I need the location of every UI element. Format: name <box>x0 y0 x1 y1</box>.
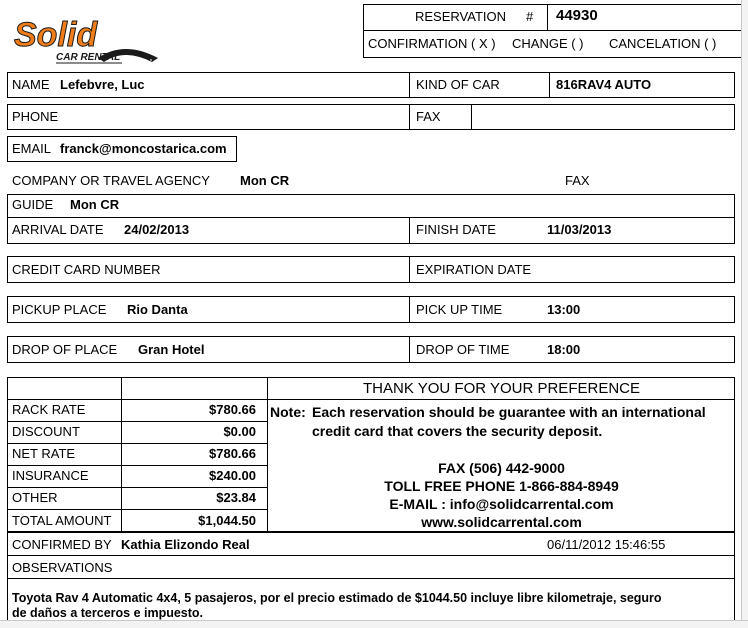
rate-label: DISCOUNT <box>12 424 80 439</box>
contact-fax: FAX (506) 442-9000 <box>438 460 565 476</box>
drop-time-label: DROP OF TIME <box>416 342 510 357</box>
rate-value: $23.84 <box>216 490 256 505</box>
rate-value: $780.66 <box>209 402 256 417</box>
rate-label: RACK RATE <box>12 402 86 417</box>
note-line-2: credit card that covers the security deposit. <box>312 423 603 439</box>
rate-value: $1,044.50 <box>198 513 256 528</box>
confirmation-timestamp: 06/11/2012 15:46:55 <box>547 537 666 552</box>
logo-brand: Solid <box>14 16 98 54</box>
finish-date-label: FINISH DATE <box>416 222 496 237</box>
name-label: NAME <box>12 77 50 92</box>
observations-label: OBSERVATIONS <box>12 560 113 575</box>
arrival-date-label: ARRIVAL DATE <box>12 222 104 237</box>
drop-place-value: Gran Hotel <box>138 342 205 357</box>
logo-graphic <box>12 10 160 68</box>
confirmed-by-value: Kathia Elizondo Real <box>121 537 250 552</box>
rate-label: TOTAL AMOUNT <box>12 513 112 528</box>
credit-card-label: CREDIT CARD NUMBER <box>12 262 161 277</box>
company-fax-label: FAX <box>565 173 590 188</box>
thank-you-heading: THANK YOU FOR YOUR PREFERENCE <box>363 380 640 397</box>
observation-line-1: Toyota Rav 4 Automatic 4x4, 5 pasajeros, por el precio estimado de $1044.50 incluye libre kilometraje, seguro <box>12 591 662 605</box>
company-label: COMPANY OR TRAVEL AGENCY <box>12 173 210 188</box>
kind-of-car-value: 816RAV4 AUTO <box>556 77 652 92</box>
reservation-label: RESERVATION <box>415 9 507 24</box>
contact-email: E-MAIL : info@solidcarrental.com <box>389 496 614 512</box>
guide-value: Mon CR <box>70 197 120 212</box>
kind-of-car-label: KIND OF CAR <box>416 77 500 92</box>
phone-label: PHONE <box>12 109 59 124</box>
rate-value: $0.00 <box>223 424 256 439</box>
pickup-time-value: 13:00 <box>547 302 581 317</box>
rate-value: $240.00 <box>209 468 256 483</box>
note-label: Note: <box>270 404 306 420</box>
note-line-1: Each reservation should be guarantee with an international <box>312 404 706 420</box>
cancelation-status: CANCELATION ( ) <box>609 36 717 51</box>
phone-row <box>7 104 735 130</box>
observation-line-2: de daños a terceros e impuesto. <box>12 606 204 620</box>
contact-website: www.solidcarrental.com <box>421 514 582 530</box>
pickup-row <box>7 296 735 323</box>
reservation-number: 44930 <box>556 7 598 24</box>
confirmation-status: CONFIRMATION ( X ) <box>368 36 496 51</box>
company-logo <box>12 10 160 68</box>
pickup-place-label: PICKUP PLACE <box>12 302 107 317</box>
logo-subtitle: CAR RENTAL <box>56 52 121 63</box>
drop-time-value: 18:00 <box>547 342 581 357</box>
confirmed-by-label: CONFIRMED BY <box>12 537 112 552</box>
rate-value: $780.66 <box>209 446 256 461</box>
name-value: Lefebvre, Luc <box>60 77 145 92</box>
expiration-date-label: EXPIRATION DATE <box>416 262 532 277</box>
reservation-hash: # <box>526 9 534 24</box>
fax-label: FAX <box>416 109 441 124</box>
change-status: CHANGE ( ) <box>512 36 584 51</box>
finish-date-value: 11/03/2013 <box>547 222 612 237</box>
rate-label: OTHER <box>12 490 58 505</box>
rate-label: INSURANCE <box>12 468 89 483</box>
contact-toll-free: TOLL FREE PHONE 1-866-884-8949 <box>384 478 619 494</box>
rate-label: NET RATE <box>12 446 76 461</box>
email-label: EMAIL <box>12 141 52 156</box>
company-value: Mon CR <box>240 173 290 188</box>
pickup-place-value: Rio Danta <box>127 302 188 317</box>
drop-place-label: DROP OF PLACE <box>12 342 118 357</box>
viewer-right-edge <box>741 0 748 628</box>
pickup-time-label: PICK UP TIME <box>416 302 503 317</box>
guide-label: GUIDE <box>12 197 54 212</box>
arrival-date-value: 24/02/2013 <box>124 222 190 237</box>
viewer-bottom-edge <box>0 620 748 628</box>
email-value: franck@moncostarica.com <box>60 141 227 156</box>
